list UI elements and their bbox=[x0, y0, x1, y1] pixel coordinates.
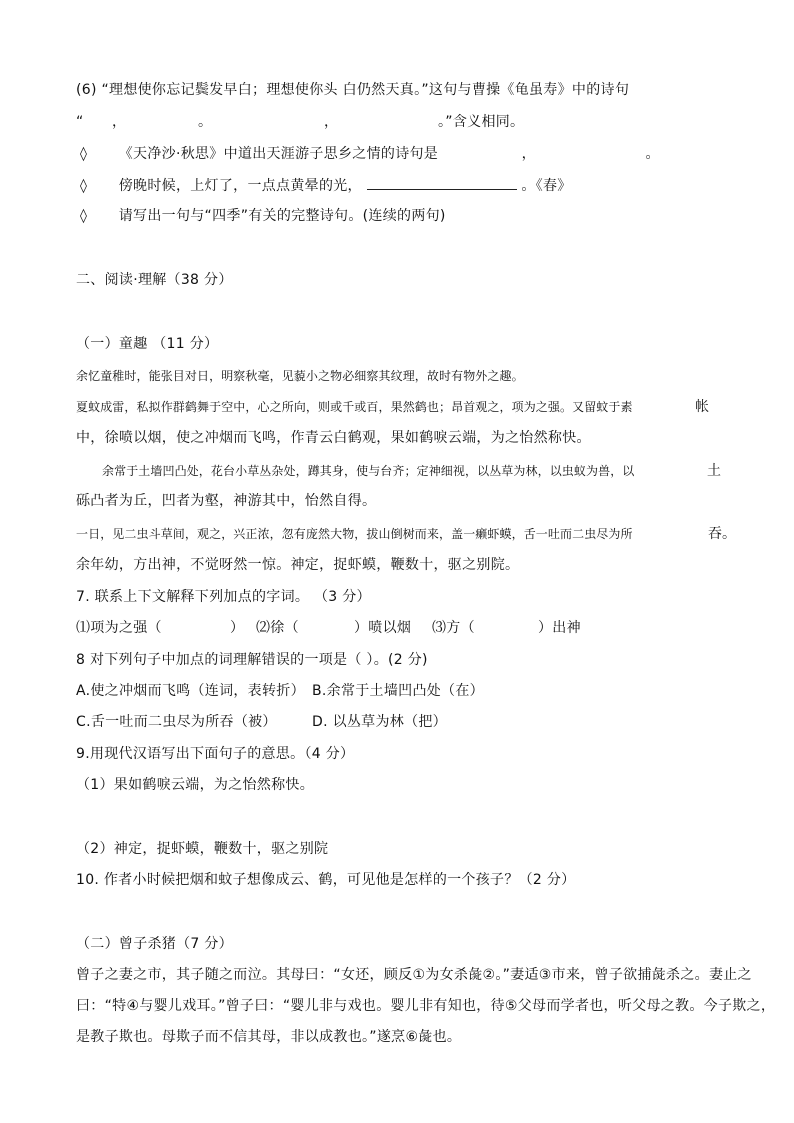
passage-1-para-3a: 余常于土墙凹凸处，花台小草丛杂处，蹲其身，使与台齐；定神细视，以丛草为林，以虫蚁为兽，以 bbox=[102, 464, 635, 478]
passage-2-line-2: 曰：“特④与婴儿戏耳。”曾子曰：“婴儿非与戏也。婴儿非有知也，待⑤父母而学者也，听父母之教。今子欺之， bbox=[76, 998, 776, 1014]
passage-1-para-4b: 余年幼，方出神，不觉呀然一惊。神定，捉虾蟆，鞭数十，驱之别院。 bbox=[76, 557, 520, 573]
section-heading: 二、阅读·理解（38 分） bbox=[76, 272, 233, 288]
question-7-text: 《天净沙·秋思》中道出天涯游子思乡之情的诗句是 bbox=[118, 146, 439, 162]
question-9-item-2: （2）神定，捉虾蟆，鞭数十，驱之别院 bbox=[76, 841, 329, 857]
blank-period-1: 。 bbox=[198, 114, 213, 130]
para-4a-end: 吞。 bbox=[708, 526, 736, 542]
blank-period-2: 。”含义相同。 bbox=[438, 114, 525, 130]
question-9-item-1: （1）果如鹤唳云端，为之怡然称快。 bbox=[76, 777, 315, 793]
blank-comma-1: ， bbox=[112, 114, 127, 130]
q7-item-b: ⑵徐（ bbox=[256, 620, 299, 636]
question-6-line-1: (6) “理想使你忘记鬓发早白；理想使你头 白仍然天真。”这句与曹操《龟虽寿》中的诗句 bbox=[76, 82, 630, 98]
bullet-icon: ◊ bbox=[80, 178, 88, 194]
answer-underline[interactable] bbox=[367, 175, 517, 190]
question-8-line bbox=[80, 175, 572, 196]
question-7: 7. 联系上下文解释下列加点的字词。 （3 分） bbox=[76, 589, 371, 605]
q7-item-b-close: ）喷以烟 bbox=[354, 620, 412, 636]
question-7-line bbox=[80, 144, 660, 164]
q7-item-a: ⑴项为之强（ bbox=[76, 620, 162, 636]
q7-item-a-close: ） bbox=[230, 620, 245, 636]
passage-2-line-3: 是教子欺也。母欺子而不信其母，非以成教也。”遂烹⑥彘也。 bbox=[76, 1029, 462, 1045]
passage-1-para-4a: 一日，见二虫斗草间，观之，兴正浓，忽有庞然大物，拔山倒树而来，盖一癞虾蟆，舌一吐而二虫尽为所 bbox=[76, 527, 633, 541]
question-8-end: 。《春》 bbox=[521, 178, 572, 194]
q7-item-c: ⑶方（ bbox=[432, 620, 475, 636]
passage-1-para-2b: 中，徐喷以烟，使之冲烟而飞鸣，作青云白鹤观，果如鹤唳云端，为之怡然称快。 bbox=[76, 430, 591, 446]
question-9-text: 请写出一句与“四季”有关的完整诗句。(连续的两句) bbox=[118, 208, 446, 224]
bullet-icon: ◊ bbox=[80, 208, 88, 224]
q8-option-b: B.余常于土墙凹凸处（在） bbox=[312, 683, 484, 699]
q8-option-c: C.舌一吐而二虫尽为所吞（被） bbox=[76, 714, 277, 730]
para-2a-end: 帐 bbox=[695, 399, 710, 415]
para-2a-text: 夏蚊成雷，私拟作群鹤舞于空中，心之所向，则或千或百，果然鹤也；昂首观之，项为之强。又留蚊于素 bbox=[76, 400, 633, 414]
passage-2-line-1: 曾子之妻之市，其子随之而泣。其母曰：“女还，顾反①为女杀彘②。”妻适③市来，曾子欲捕彘杀之。妻止之 bbox=[76, 967, 752, 983]
blank-comma-2: ， bbox=[324, 114, 339, 130]
passage-2-title: （二）曾子杀猪（7 分） bbox=[76, 936, 233, 952]
quote-open: “ bbox=[76, 114, 84, 130]
question-9: 9.用现代汉语写出下面句子的意思。（4 分） bbox=[76, 746, 355, 762]
passage-1-para-1: 余忆童稚时，能张目对日，明察秋毫，见藐小之物必细察其纹理，故时有物外之趣。 bbox=[76, 369, 524, 383]
q7-item-c-close: ）出神 bbox=[538, 620, 581, 636]
bullet-icon: ◊ bbox=[80, 146, 88, 162]
q8-option-a: A.使之冲烟而飞鸣（连词，表转折） bbox=[76, 683, 305, 699]
question-7-end: 。 bbox=[645, 146, 660, 162]
question-7-comma: ， bbox=[521, 146, 536, 162]
question-10: 10. 作者小时候把烟和蚊子想像成云、鹤，可见他是怎样的一个孩子？（2 分） bbox=[76, 872, 576, 888]
passage-1-para-2a bbox=[76, 397, 633, 417]
question-8-text: 傍晚时候，上灯了，一点点黄晕的光， bbox=[118, 178, 362, 194]
q8-option-d: D. 以丛草为林（把） bbox=[312, 714, 447, 730]
para-3a-end: 土 bbox=[707, 463, 721, 479]
passage-1-title: （一）童趣 （11 分） bbox=[76, 336, 219, 352]
passage-1-para-3b: 砾凸者为丘，凹者为壑，神游其中，怡然自得。 bbox=[76, 493, 377, 509]
question-9-line bbox=[80, 206, 446, 226]
question-8: 8 对下列句子中加点的词理解错误的一项是（ ）。(2 分) bbox=[76, 652, 428, 668]
